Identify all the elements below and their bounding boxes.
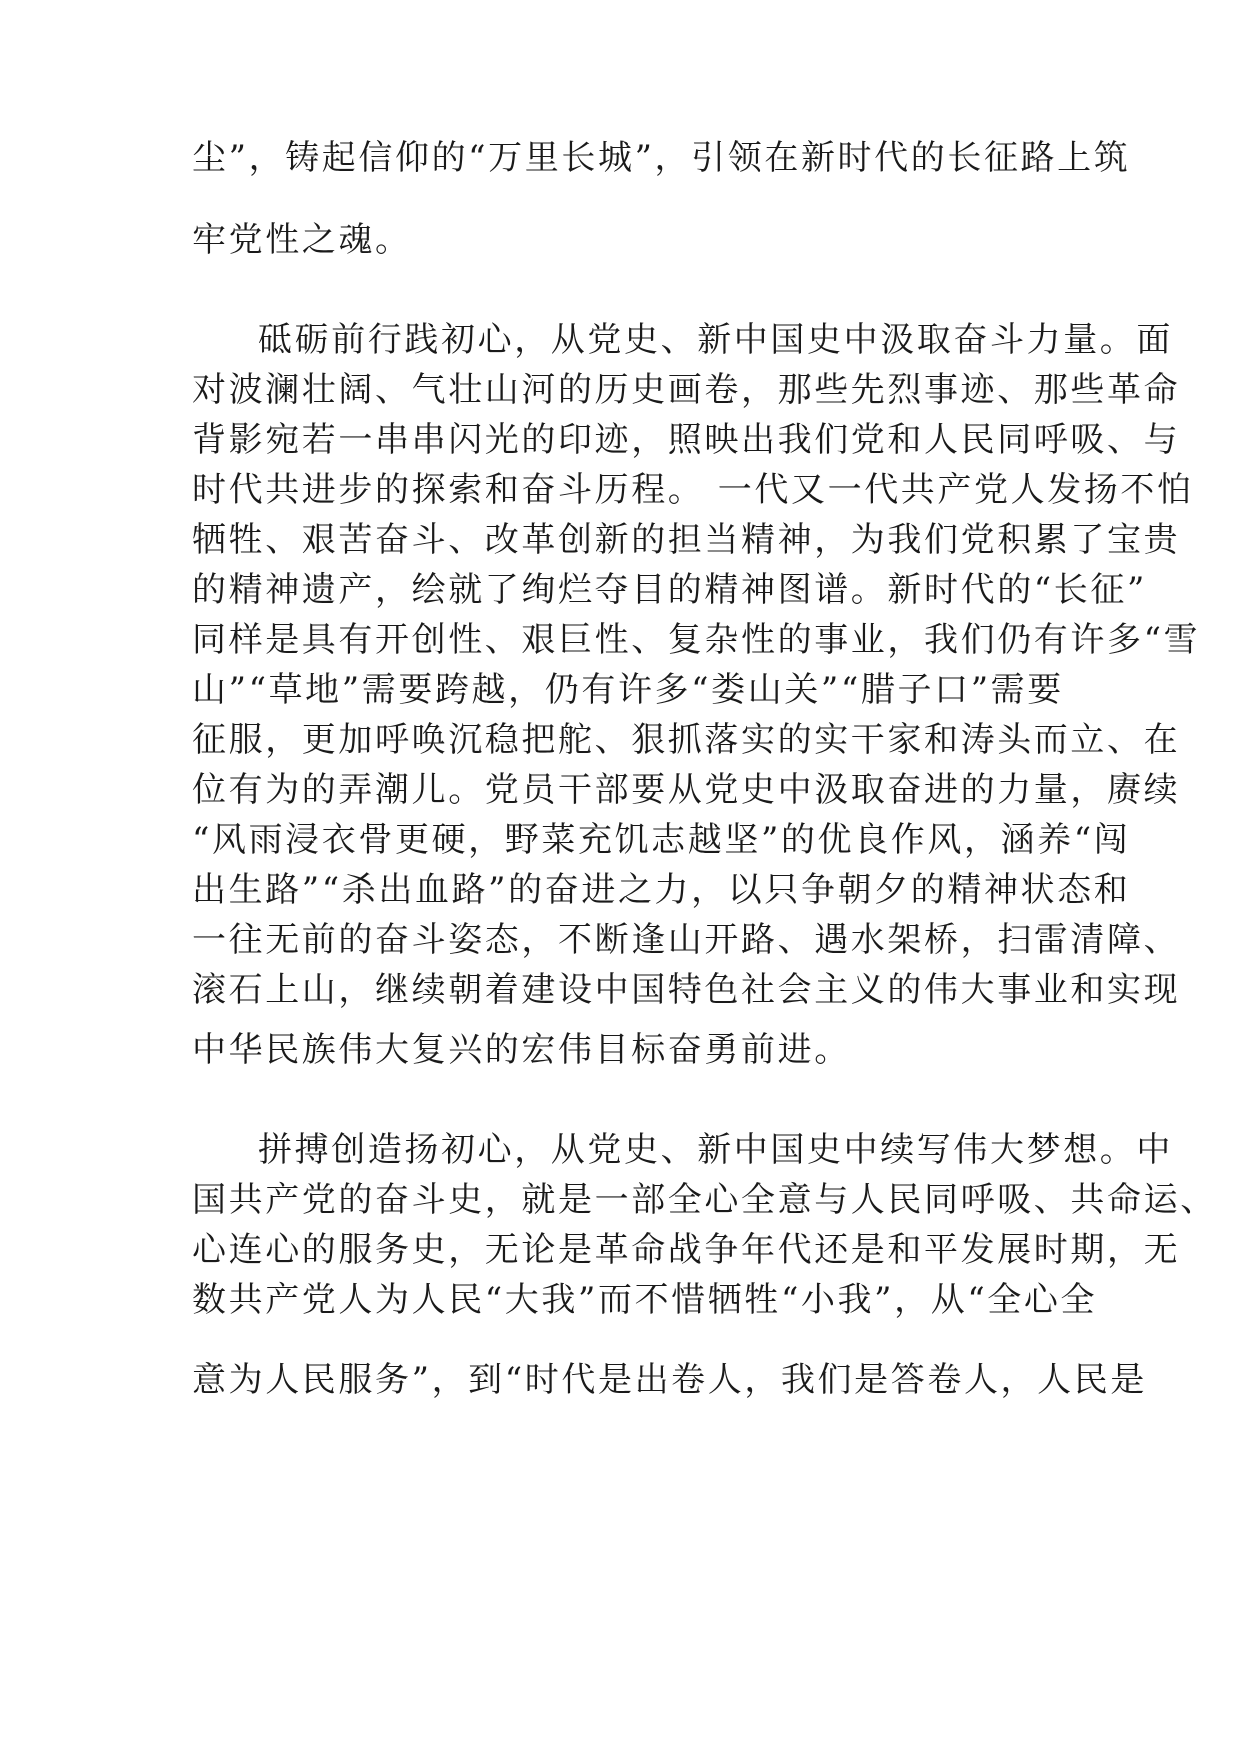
paragraph-3-line-5: 意为人民服务”，到“时代是出卷人，我们是答卷人，人民是 xyxy=(192,1360,1147,1400)
paragraph-2-line-8: 山”“草地”需要跨越，仍有许多“娄山关”“腊子口”需要 xyxy=(192,670,1064,710)
paragraph-3-line-3: 心连心的服务史，无论是革命战争年代还是和平发展时期，无 xyxy=(192,1230,1181,1270)
paragraph-2-line-15: 中华民族伟大复兴的宏伟目标奋勇前进。 xyxy=(192,1030,851,1070)
paragraph-2-line-1: 砥砺前行践初心，从党史、新中国史中汲取奋斗力量。面 xyxy=(258,320,1173,360)
paragraph-1-line-2: 牢党性之魂。 xyxy=(192,220,412,260)
paragraph-2-line-10: 位有为的弄潮儿。党员干部要从党史中汲取奋进的力量，赓续 xyxy=(192,770,1181,810)
paragraph-3-line-4: 数共产党人为人民“大我”而不惜牺牲“小我”，从“全心全 xyxy=(192,1280,1098,1320)
paragraph-3-line-2: 国共产党的奋斗史，就是一部全心全意与人民同呼吸、共命运、 xyxy=(192,1180,1217,1220)
paragraph-2-line-12: 出生路”“杀出血路”的奋进之力，以只争朝夕的精神状态和 xyxy=(192,870,1131,910)
paragraph-2-line-6: 的精神遗产，绘就了绚烂夺目的精神图谱。新时代的“长征” xyxy=(192,570,1147,610)
paragraph-2-line-5: 牺牲、艰苦奋斗、改革创新的担当精神，为我们党积累了宝贵 xyxy=(192,520,1181,560)
paragraph-2-line-9: 征服，更加呼唤沉稳把舵、狠抓落实的实干家和涛头而立、在 xyxy=(192,720,1181,760)
paragraph-2-line-14: 滚石上山，继续朝着建设中国特色社会主义的伟大事业和实现 xyxy=(192,970,1181,1010)
paragraph-2-line-13: 一往无前的奋斗姿态，不断逢山开路、遇水架桥，扫雷清障、 xyxy=(192,920,1181,960)
paragraph-2-line-2: 对波澜壮阔、气壮山河的历史画卷，那些先烈事迹、那些革命 xyxy=(192,370,1181,410)
paragraph-2-line-11: “风雨浸衣骨更硬，野菜充饥志越坚”的优良作风，涵养“闯 xyxy=(192,820,1131,860)
paragraph-3-line-1: 拼搏创造扬初心，从党史、新中国史中续写伟大梦想。中 xyxy=(258,1130,1173,1170)
paragraph-2-line-3: 背影宛若一串串闪光的印迹，照映出我们党和人民同呼吸、与 xyxy=(192,420,1181,460)
paragraph-2-line-7: 同样是具有开创性、艰巨性、复杂性的事业，我们仍有许多“雪 xyxy=(192,620,1201,660)
paragraph-2-line-4: 时代共进步的探索和奋斗历程。 一代又一代共产党人发扬不怕 xyxy=(192,470,1194,510)
paragraph-1-line-1: 尘”，铸起信仰的“万里长城”，引领在新时代的长征路上筑 xyxy=(192,138,1131,178)
